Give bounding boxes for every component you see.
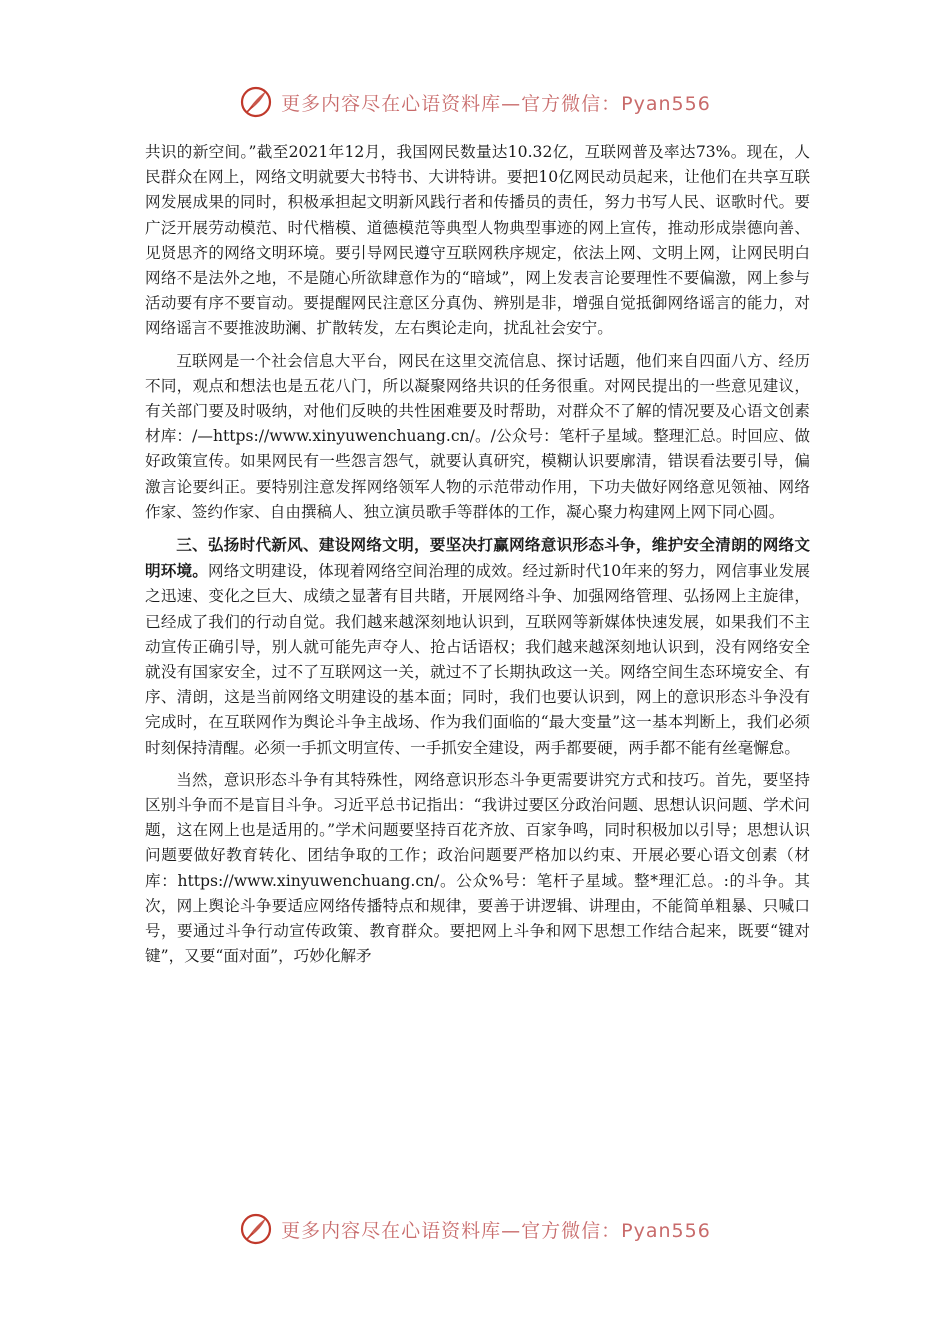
document-body bbox=[145, 140, 810, 970]
header-watermark-text: 更多内容尽在心语资料库—官方微信：Pyan556 bbox=[281, 92, 711, 115]
header-watermark-banner bbox=[0, 82, 950, 122]
paragraph-3 bbox=[145, 532, 810, 761]
section-heading-3: 三、弘扬时代新风、建设网络文明，要坚决打赢网络意识形态斗争，维护安全清朗的网络文明环境。 bbox=[145, 535, 810, 581]
paragraph-2: 互联网是一个社会信息大平台，网民在这里交流信息、探讨话题，他们来自四面八方、经历不同，观点和想法也是五花八门，所以凝聚网络共识的任务很重。对网民提出的一些意见建议，有关部门要及时吸纳，对他们反映的共性困难要及时帮助，对群众不了解的情况要及心语文创素材库：/—https://www.xinyuwenchuang.cn/。/公众号：笔杆子星域。整理汇总。时回应、做好政策宣传。如果网民有一些怨言怨气，就要认真研究，模糊认识要廓清，错误看法要引导，偏激言论要纠正。要特别注意发挥网络领军人物的示范带动作用，下功夫做好网络意见领袖、网络作家、签约作家、自由撰稿人、独立演员歌手等群体的工作，凝心聚力构建网上网下同心圆。 bbox=[145, 351, 810, 521]
paragraph-3-body: 网络文明建设，体现着网络空间治理的成效。经过新时代10年来的努力，网信事业发展之迅速、变化之巨大、成绩之显著有目共睹，开展网络斗争、加强网络管理、弘扬网上主旋律，已经成了我们的行动自觉。我们越来越深刻地认识到，互联网等新媒体快速发展，如果我们不主动宣传正确引导，别人就可能先声夺人、抢占话语权；我们越来越深刻地认识到，没有网络安全就没有国家安全，过不了互联网这一关，就过不了长期执政这一关。网络空间生态环境安全、有序、清朗，这是当前网络文明建设的基本面；同时，我们也要认识到，网上的意识形态斗争没有完成时，在互联网作为舆论斗争主战场、作为我们面临的“最大变量”这一基本判断上，我们必须时刻保持清醒。必须一手抓文明宣传、一手抓安全建设，两手都要硬，两手都不能有丝毫懈怠。 bbox=[145, 562, 810, 757]
paragraph-4: 当然，意识形态斗争有其特殊性，网络意识形态斗争更需要讲究方式和技巧。首先，要坚持区别斗争而不是盲目斗争。习近平总书记指出：“我讲过要区分政治问题、思想认识问题、学术问题，这在网上也是适用的。”学术问题要坚持百花齐放、百家争鸣，同时积极加以引导；思想认识问题要做好教育转化、团结争取的工作；政治问题要严格加以约束、开展必要心语文创素（材库：https://www.xinyuwenchuang.cn/。公众%号：笔杆子星域。整*理汇总。:的斗争。其次，网上舆论斗争要适应网络传播特点和规律，要善于讲逻辑、讲理由，不能简单粗暴、只喊口号，要通过斗争行动宣传政策、教育群众。要把网上斗争和网下思想工作结合起来，既要“键对键”，又要“面对面”，巧妙化解矛 bbox=[145, 770, 810, 966]
paragraph-1: 共识的新空间。”截至2021年12月，我国网民数量达10.32亿，互联网普及率达73%。现在，人民群众在网上，网络文明就要大书特书、大讲特讲。要把10亿网民动员起来，让他们在共享互联网发展成果的同时，积极承担起文明新风践行者和传播员的责任，努力书写人民、讴歌时代。要广泛开展劳动模范、时代楷模、道德模范等典型人物典型事迹的网上宣传，推动形成崇德向善、见贤思齐的网络文明环境。要引导网民遵守互联网秩序规定，依法上网、文明上网，让网民明白网络不是法外之地，不是随心所欲肆意作为的“暗域”，网上发表言论要理性不要偏激，网上参与活动要有序不要盲动。要提醒网民注意区分真伪、辨别是非，增强自觉抵御网络谣言的能力，对网络谣言不要推波助澜、扩散转发，左右舆论走向，扰乱社会安宁。 bbox=[145, 143, 810, 338]
quill-logo-icon bbox=[239, 1212, 273, 1246]
quill-logo-icon bbox=[239, 85, 273, 119]
footer-watermark-text: 更多内容尽在心语资料库—官方微信：Pyan556 bbox=[281, 1219, 711, 1242]
footer-watermark-banner bbox=[0, 1209, 950, 1249]
